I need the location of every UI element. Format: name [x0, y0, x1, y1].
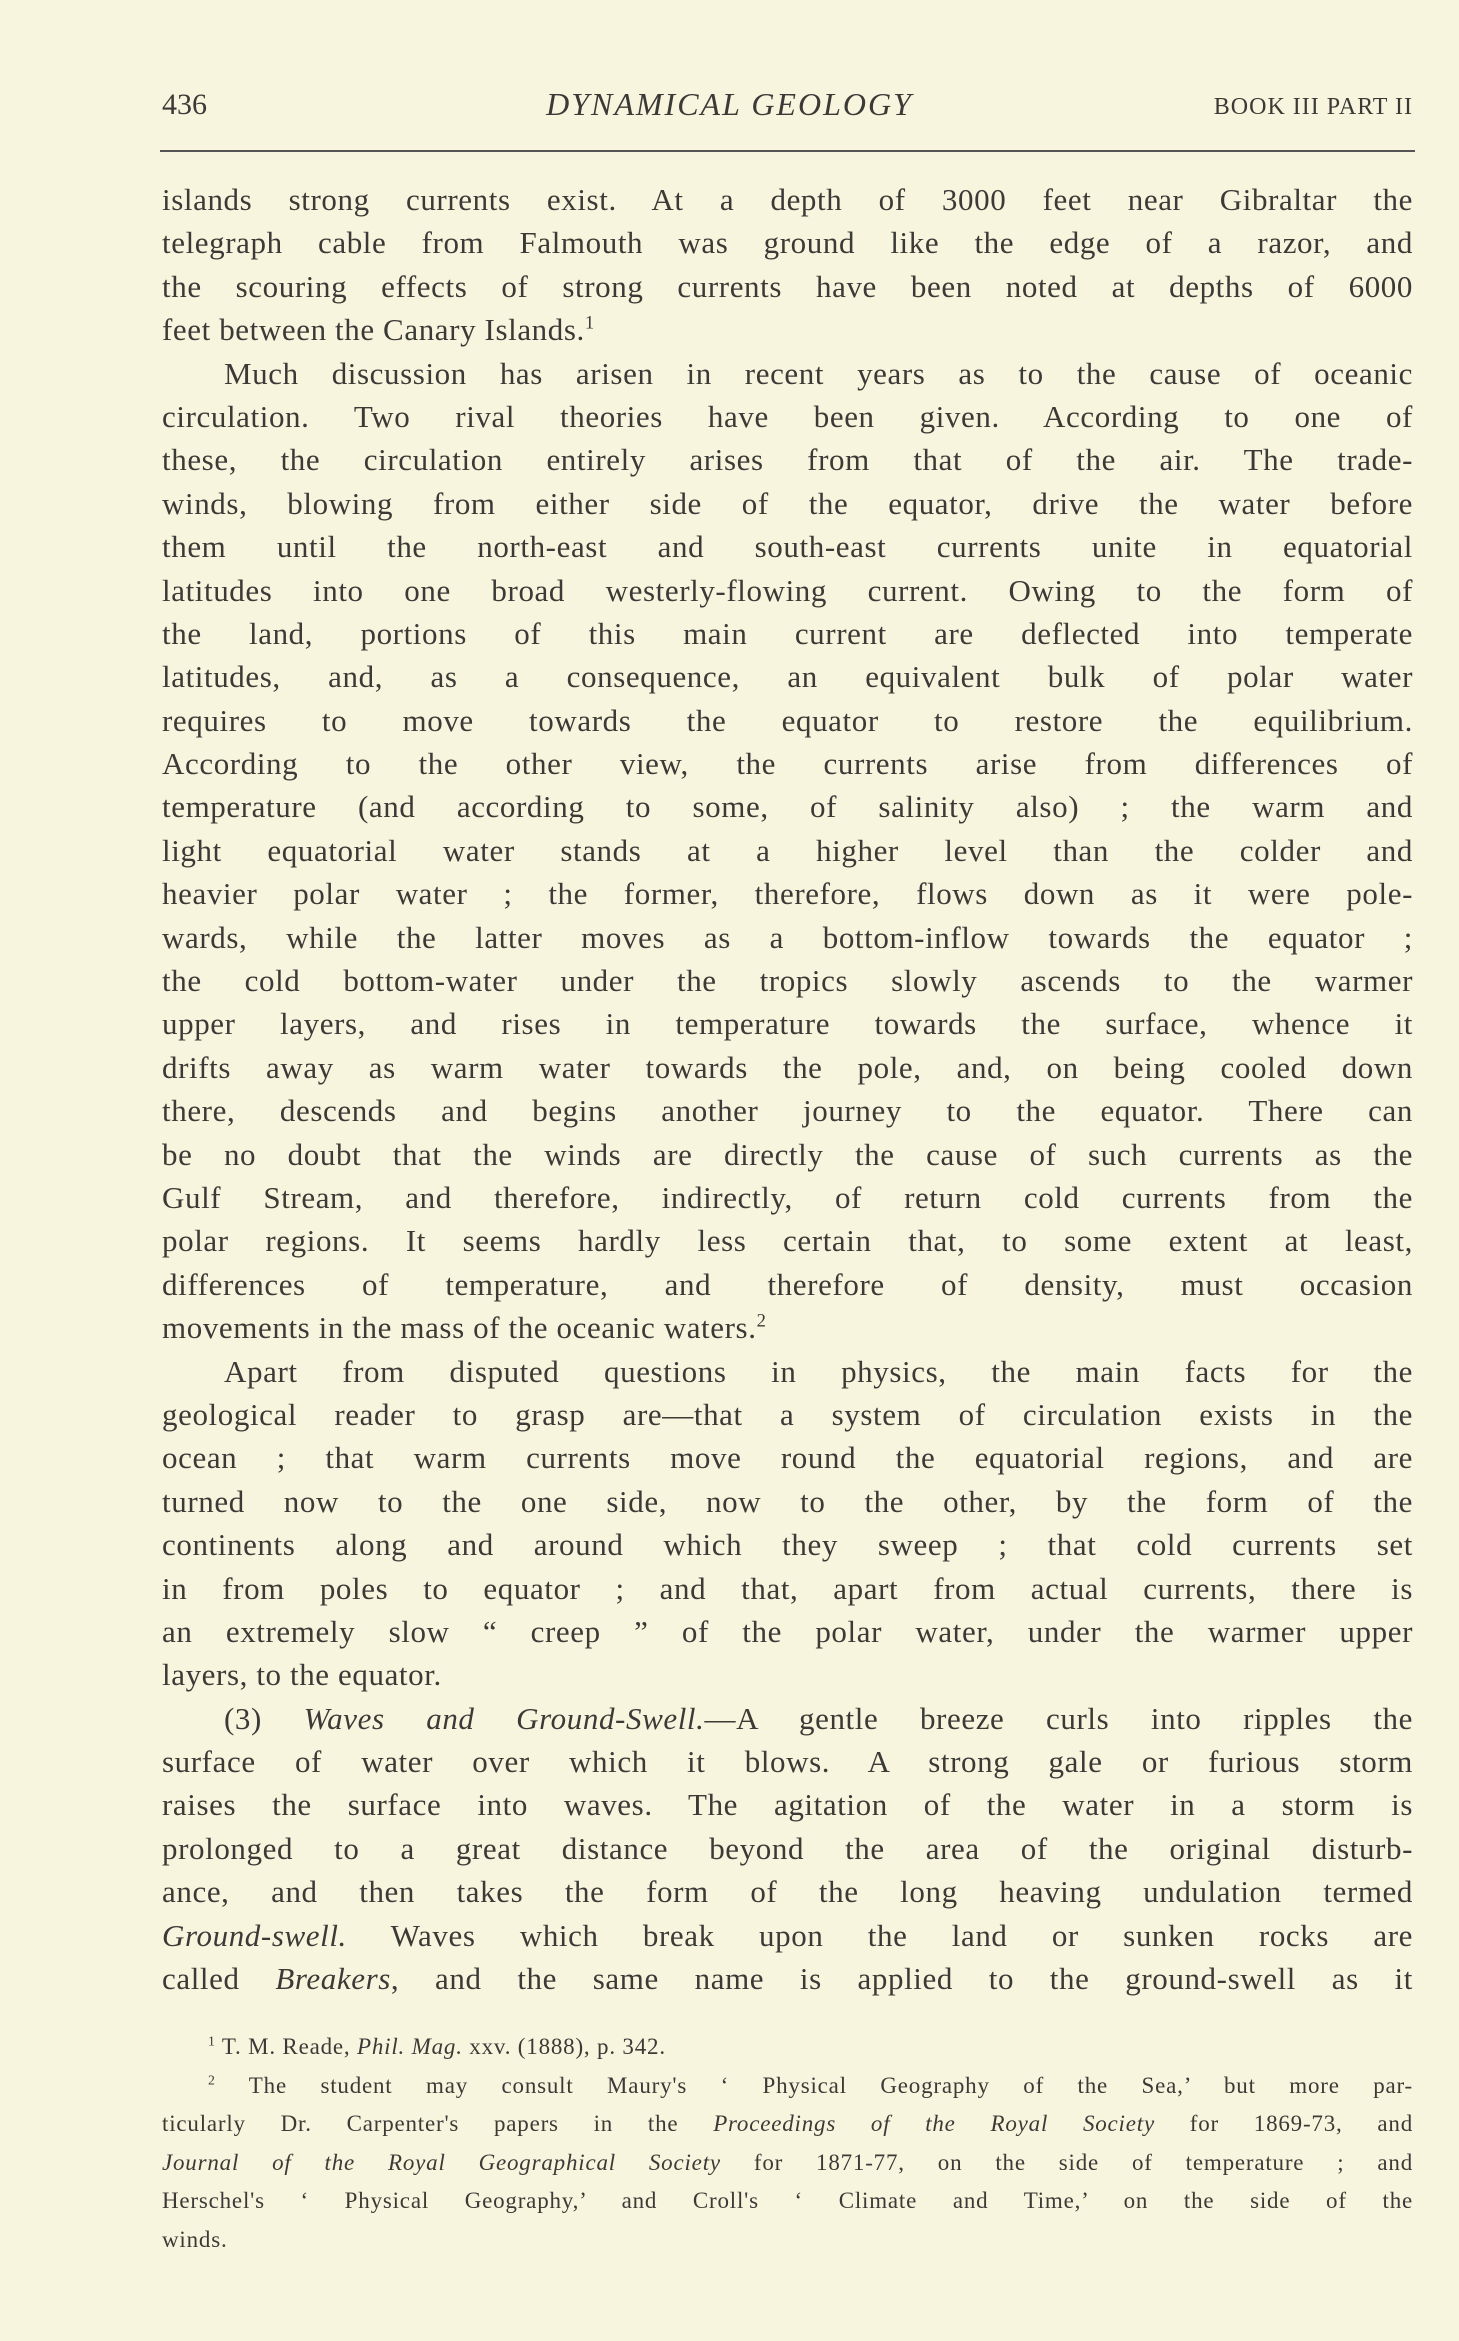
- body-text: [162, 178, 1413, 2000]
- footnote-marker: 1: [584, 312, 595, 334]
- text-segment: feet between the Canary Islands.: [162, 312, 585, 348]
- text-segment: Much discussion has arisen in recent years as to the cause of oceanic: [224, 355, 1413, 391]
- text-segment: circulation. Two rival theories have been given. According to one of: [162, 398, 1413, 434]
- text-line: [162, 221, 1413, 264]
- text-segment: islands strong currents exist. At a depth of 3000 feet near Gibraltar the: [162, 182, 1413, 217]
- text-segment: (3): [224, 1700, 304, 1736]
- text-segment: —A gentle breeze curls into ripples the: [704, 1700, 1413, 1736]
- text-line: [162, 2028, 1413, 2067]
- text-line: [162, 1653, 1413, 1696]
- text-segment: prolonged to a great distance beyond the area of the original disturb-: [162, 1830, 1413, 1866]
- text-segment: light equatorial water stands at a higher level than the colder and: [162, 832, 1413, 868]
- text-line: [162, 1306, 1413, 1349]
- text-line: [162, 872, 1413, 915]
- text-segment: According to the other view, the currents arise from differences of: [162, 746, 1413, 782]
- text-line: [162, 1436, 1413, 1479]
- text-line: [162, 1783, 1413, 1826]
- paragraph: [162, 1697, 1413, 2001]
- text-segment: heavier polar water ; the former, therefore, flows down as it were pole-: [162, 876, 1413, 912]
- text-segment: layers, to the equator.: [162, 1657, 442, 1693]
- text-segment: called: [162, 1961, 276, 1997]
- text-segment: The student may consult Maury's ‘ Physical Geography of the Sea,’ but more par-: [215, 2072, 1413, 2098]
- text-line: [162, 2182, 1413, 2221]
- text-segment: Waves which break upon the land or sunken rocks are: [346, 1917, 1413, 1953]
- text-segment: upper layers, and rises in temperature towards the surface, whence it: [162, 1006, 1413, 1042]
- text-line: [162, 178, 1413, 221]
- text-segment: surface of water over which it blows. A strong gale or furious storm: [162, 1744, 1413, 1780]
- text-segment: ance, and then takes the form of the long heaving undulation termed: [162, 1874, 1413, 1910]
- italic-text: Journal of the Royal Geographical Society: [162, 2149, 721, 2175]
- text-line: [162, 438, 1413, 481]
- text-line: [162, 265, 1413, 308]
- footnote: [162, 2067, 1413, 2260]
- text-line: [162, 959, 1413, 1002]
- text-segment: winds, blowing from either side of the equator, drive the water before: [162, 485, 1413, 521]
- header-rule: [160, 150, 1415, 152]
- text-segment: ocean ; that warm currents move round the equatorial regions, and are: [162, 1440, 1413, 1476]
- text-segment: telegraph cable from Falmouth was ground like the edge of a razor, and: [162, 225, 1413, 261]
- text-segment: winds.: [162, 2226, 228, 2252]
- text-segment: for 1871-77, on the side of temperature ; and: [720, 2149, 1413, 2175]
- text-segment: xxv. (1888), p. 342.: [462, 2034, 666, 2059]
- text-segment: latitudes, and, as a consequence, an equivalent bulk of polar water: [162, 659, 1413, 695]
- text-line: [162, 1480, 1413, 1523]
- text-line: [162, 1046, 1413, 1089]
- text-line: [162, 1393, 1413, 1436]
- text-line: [162, 699, 1413, 742]
- text-segment: turned now to the one side, now to the other, by the form of the: [162, 1483, 1413, 1519]
- text-line: [162, 352, 1413, 395]
- text-segment: the scouring effects of strong currents have been noted at depths of 6000: [162, 268, 1413, 304]
- paragraph: [162, 1350, 1413, 1697]
- text-line: [162, 1089, 1413, 1132]
- text-line: [162, 308, 1413, 351]
- footnote-marker: 2: [208, 2071, 216, 2087]
- text-line: [162, 1176, 1413, 1219]
- text-segment: ticularly Dr. Carpenter's papers in the: [162, 2111, 714, 2137]
- text-segment: wards, while the latter moves as a bottom-inflow towards the equator ;: [162, 919, 1413, 955]
- text-line: [162, 2144, 1413, 2183]
- italic-text: Ground-swell.: [162, 1917, 347, 1953]
- text-segment: raises the surface into waves. The agitation of the water in a storm is: [162, 1787, 1413, 1823]
- text-segment: drifts away as warm water towards the pole, and, on being cooled down: [162, 1049, 1413, 1085]
- text-line: [162, 1827, 1413, 1870]
- text-segment: them until the north-east and south-east currents unite in equatorial: [162, 529, 1413, 565]
- text-line: [162, 1567, 1413, 1610]
- text-segment: polar regions. It seems hardly less certain that, to some extent at least,: [162, 1223, 1413, 1259]
- text-line: [162, 525, 1413, 568]
- text-segment: the cold bottom-water under the tropics slowly ascends to the warmer: [162, 963, 1413, 999]
- text-line: [162, 1870, 1413, 1913]
- text-segment: be no doubt that the winds are directly the cause of such currents as the: [162, 1136, 1413, 1172]
- text-segment: Gulf Stream, and therefore, indirectly, of return cold currents from the: [162, 1179, 1413, 1215]
- text-line: [162, 569, 1413, 612]
- italic-text: Phil. Mag.: [357, 2034, 463, 2059]
- text-segment: movements in the mass of the oceanic waters.: [162, 1310, 757, 1346]
- text-line: [162, 395, 1413, 438]
- text-segment: Apart from disputed questions in physics, the main facts for the: [224, 1353, 1413, 1389]
- text-line: [162, 916, 1413, 959]
- text-line: [162, 1740, 1413, 1783]
- italic-text: Breakers: [275, 1961, 391, 1997]
- text-segment: the land, portions of this main current are deflected into temperate: [162, 615, 1413, 651]
- text-line: [162, 1914, 1413, 1957]
- text-segment: T. M. Reade,: [215, 2034, 357, 2059]
- text-segment: , and the same name is applied to the ground-swell as it: [390, 1961, 1413, 1997]
- text-line: [162, 612, 1413, 655]
- text-line: [162, 1523, 1413, 1566]
- paragraph: [162, 178, 1413, 352]
- text-segment: temperature (and according to some, of salinity also) ; the warm and: [162, 789, 1413, 825]
- text-line: [162, 1957, 1413, 2000]
- text-line: [162, 1219, 1413, 1262]
- text-line: [162, 785, 1413, 828]
- text-segment: requires to move towards the equator to restore the equilibrium.: [162, 702, 1413, 738]
- text-line: [162, 829, 1413, 872]
- text-line: [162, 655, 1413, 698]
- book-part-label: BOOK III PART II: [1213, 94, 1413, 120]
- text-line: [162, 1350, 1413, 1393]
- text-segment: continents along and around which they sweep ; that cold currents set: [162, 1527, 1413, 1563]
- text-line: [162, 742, 1413, 785]
- text-segment: these, the circulation entirely arises from that of the air. The trade-: [162, 442, 1413, 478]
- text-line: [162, 1133, 1413, 1176]
- text-line: [162, 2067, 1413, 2106]
- text-segment: Herschel's ‘ Physical Geography,’ and Croll's ‘ Climate and Time,’ on the side of the: [162, 2188, 1413, 2214]
- text-line: [162, 1697, 1413, 1740]
- text-segment: differences of temperature, and therefore of density, must occasion: [162, 1266, 1413, 1302]
- footnote-marker: 1: [208, 2033, 216, 2049]
- text-segment: in from poles to equator ; and that, apart from actual currents, there is: [162, 1570, 1413, 1606]
- text-segment: there, descends and begins another journey to the equator. There can: [162, 1093, 1413, 1129]
- page-number: 436: [162, 88, 207, 121]
- text-line: [162, 1610, 1413, 1653]
- paragraph: [162, 352, 1413, 1350]
- italic-text: Proceedings of the Royal Society: [713, 2111, 1155, 2137]
- text-line: [162, 482, 1413, 525]
- text-line: [162, 1002, 1413, 1045]
- text-segment: for 1869-73, and: [1154, 2111, 1413, 2137]
- text-line: [162, 1263, 1413, 1306]
- footnote: [162, 2028, 1413, 2067]
- text-line: [162, 2221, 1413, 2260]
- text-segment: an extremely slow “ creep ” of the polar water, under the warmer upper: [162, 1613, 1413, 1649]
- running-title: DYNAMICAL GEOLOGY: [546, 86, 913, 122]
- text-segment: geological reader to grasp are—that a system of circulation exists in the: [162, 1396, 1413, 1432]
- footnotes: [162, 2028, 1413, 2260]
- text-line: [162, 2105, 1413, 2144]
- footnote-marker: 2: [756, 1310, 767, 1332]
- text-segment: latitudes into one broad westerly-flowing current. Owing to the form of: [162, 572, 1413, 608]
- italic-text: Waves and Ground-Swell.: [303, 1700, 705, 1736]
